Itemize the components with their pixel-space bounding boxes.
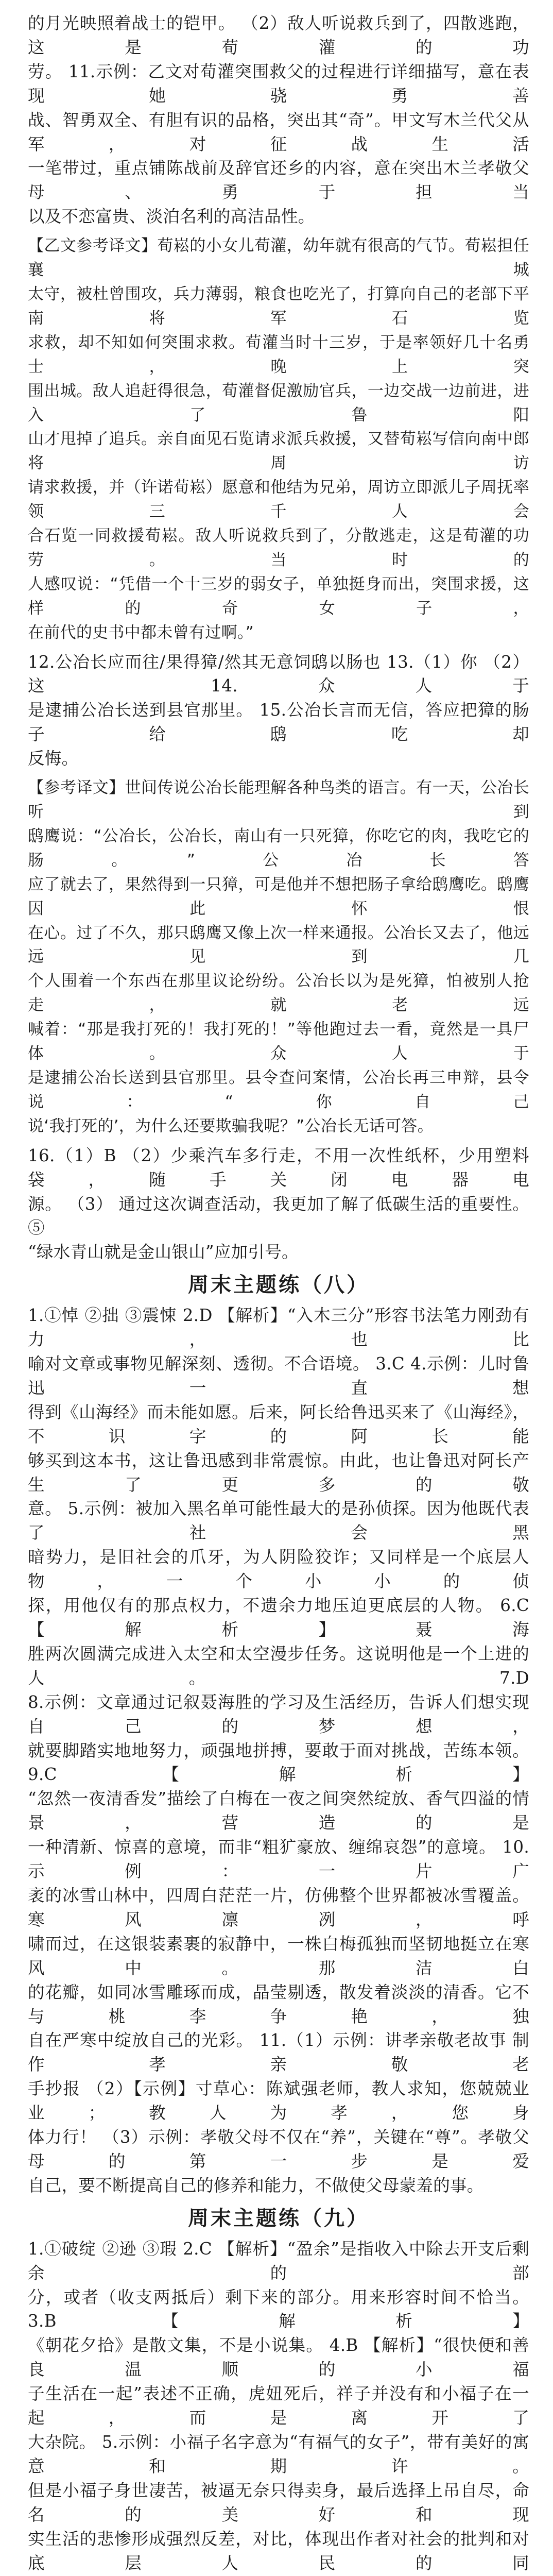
- text-line: 手抄报 （2）【示例】寸草心：陈斌强老师，教人求知，您兢兢业业；教人为孝，您身: [28, 2079, 529, 2123]
- text-line: 【参考译文】世间传说公冶长能理解各种鸟类的语言。有一天，公冶长听到: [28, 778, 529, 821]
- text-line: 子生活在一起”表述不正确，虎妞死后，祥子并没有和小福子在一起，而是离开了: [28, 2384, 529, 2428]
- text-line: 得到《山海经》而未能如愿。后来，阿长给鲁迅买来了《山海经》，不识字的阿长能: [28, 1402, 529, 1446]
- text-line: 战、智勇双全、有胆有识的品格，突出其“奇”。甲文写木兰代父从军，对征战生活: [28, 110, 529, 154]
- text-line: 在前代的史书中都未曾有过啊。”: [28, 623, 254, 642]
- text-line: 12.公冶长应而往/果得獐/然其无意饲鸱以肠也 13.（1）你 （2）这 14.众人于: [28, 652, 529, 696]
- answer-block-1: [28, 11, 529, 229]
- text-line: 反悔。: [28, 749, 79, 769]
- answer-block-3: [28, 1144, 529, 1265]
- text-line: 人感叹说：“凭借一个十三岁的弱女子，单独挺身而出，突围求援，这样的奇女子，: [28, 574, 529, 618]
- text-line: 围出城。敌人追赶得很急，荀灌督促激励官兵，一边交战一边前进，进入了鲁阳: [28, 381, 529, 425]
- text-line: 暗势力，是旧社会的爪牙，为人阴险狡诈；又同样是一个底层人物，一个小小的侦: [28, 1547, 529, 1591]
- text-line: 16.（1）B （2）少乘汽车多行走，不用一次性纸杯，少用塑料袋，随手关闭电器电: [28, 1145, 529, 1190]
- answer-block-2: [28, 650, 529, 771]
- text-line: “忽然一夜清香发”描绘了白梅在一夜之间突然绽放、香气四溢的情景，营造的是: [28, 1789, 529, 1833]
- answer-block-week-8: [28, 1303, 529, 2198]
- text-line: 1.①破绽 ②逊 ③瑕 2.C 【解析】“盈余”是指收入中除去开支后剩余的部: [28, 2239, 529, 2283]
- text-line: 个人围着一个东西在那里议论纷纷。公冶长以为是死獐，怕被别人抢走，就老远: [28, 972, 529, 1015]
- section-title-week-8: 周末主题练（八）: [188, 1273, 369, 1297]
- text-line: 的花瓣，如同冰雪雕琢而成，晶莹剔透，散发着淡淡的清香。它不与桃李争艳，独: [28, 1982, 529, 2026]
- text-line: 但是小福子身世凄苦，被逼无奈只得卖身，最后选择上吊自尽，命名的美好和现: [28, 2480, 529, 2524]
- text-line: 合石览一同救援荀崧。敌人听说救兵到了，分散逃走，这是荀灌的功劳。当时的: [28, 527, 529, 569]
- text-line: 分，或者（收支两抵后）剩下来的部分。用来形容时间不恰当。 3.B 【解析】: [28, 2287, 529, 2331]
- text-line: 自己，要不断提高自己的修养和能力，不做使父母蒙羞的事。: [28, 2175, 484, 2195]
- translation-block-yiwen: [28, 234, 529, 645]
- text-line: 的月光映照着战士的铠甲。 （2）敌人听说救兵到了，四散逃跑，这是荀灌的功: [28, 13, 529, 57]
- text-line: 在心。过了不久，那只鸱鹰又像上次一样来通报。公冶长又去了，他远远见到几: [28, 923, 529, 967]
- text-line: 就要脚踏实地地努力，顽强地拼搏，要敢于面对挑战，苦练本领。 9.C 【解析】: [28, 1740, 529, 1785]
- text-line: 体力行！ （3）示例：孝敬父母不仅在“养”，关键在“尊”。孝敬父母的第一步是爱: [28, 2127, 529, 2171]
- text-line: 一笔带过，重点铺陈战前及辞官还乡的内容，意在突出木兰孝敬父母、勇于担当: [28, 158, 529, 202]
- section-title-week-9: 周末主题练（九）: [188, 2206, 369, 2230]
- text-line: 山才甩掉了追兵。亲自面见石览请求派兵救援，又替荀崧写信向南中郎将周访: [28, 430, 529, 473]
- text-line: 请求救援，并（许诺荀崧）愿意和他结为兄弟，周访立即派儿子周抚率领三千人会: [28, 478, 529, 521]
- text-line: 《朝花夕拾》是散文集，不是小说集。 4.B 【解析】“很快便和善良温顺的小福: [28, 2335, 529, 2380]
- text-line: 啸而过，在这银装素裹的寂静中，一株白梅孤独而坚韧地挺立在寒风中。那洁白: [28, 1934, 529, 1978]
- text-line: 劳。 11.示例：乙文对荀灌突围救父的过程进行详细描写，意在表现她骁勇善: [28, 61, 529, 106]
- text-line: 够买到这本书，这让鲁迅感到非常震惊。由此，也让鲁迅对阿长产生了更多的敬: [28, 1450, 529, 1495]
- text-line: “绿水青山就是金山银山”应加引号。: [28, 1242, 299, 1262]
- text-line: 源。 （3） 通过这次调查活动，我更加了解了低碳生活的重要性。 ⑤: [28, 1194, 529, 1238]
- text-line: 喻对文章或事物见解深刻、透彻。不合语境。 3.C 4.示例：儿时鲁迅一直想: [28, 1354, 529, 1398]
- text-line: 胜两次圆满完成进入太空和太空漫步任务。这说明他是一个上进的人。 7.D: [28, 1643, 529, 1688]
- text-line: 大杂院。 5.示例：小福子名字意为“有福气的女子”，带有美好的寓意和期许。: [28, 2432, 529, 2476]
- text-line: 是逮捕公冶长送到县官那里。 15.公冶长言而无信，答应把獐的肠子给鸱吃却: [28, 700, 529, 744]
- text-line: 应了就去了，果然得到一只獐，可是他并不想把肠子拿给鸱鹰吃。鸱鹰因此怀恨: [28, 875, 529, 918]
- text-line: 意。 5.示例：被加入黑名单可能性最大的是孙侦探。因为他既代表了社会黑: [28, 1499, 529, 1543]
- text-line: 探，用他仅有的那点权力，不遗余力地压迫更底层的人物。 6.C 【解析】聂海: [28, 1596, 529, 1639]
- text-line: 自在严寒中绽放自己的光彩。 11.（1）示例：讲孝亲敬老故事 制作孝亲敬老: [28, 2030, 529, 2075]
- text-line: 是逮捕公冶长送到县官那里。县令查问案情，公冶长再三申辩，县令说：“你自己: [28, 1068, 529, 1111]
- text-line: 以及不恋富贵、淡泊名利的高洁品性。: [28, 207, 315, 227]
- text-line: 实生活的悲惨形成强烈反差，对比，体现出作者对社会的批判和对底层人民的同: [28, 2529, 529, 2573]
- answer-block-week-9: [28, 2237, 529, 2576]
- text-line: 说‘我打死的’，为什么还要欺骗我呢？”公冶长无话可答。: [28, 1116, 434, 1136]
- translation-block-gongyechang: [28, 776, 529, 1139]
- text-line: 太守，被杜曾围攻，兵力薄弱，粮食也吃光了，打算向自己的老部下平南将军石览: [28, 284, 529, 328]
- text-line: 袤的冰雪山林中，四周白茫茫一片，仿佛整个世界都被冰雪覆盖。寒风凛冽，呼: [28, 1885, 529, 1929]
- text-line: 1.①悼 ②拙 ③震悚 2.D 【解析】“入木三分”形容书法笔力刚劲有力，也比: [28, 1306, 529, 1350]
- text-line: 鸱鹰说：“公冶长，公冶长，南山有一只死獐，你吃它的肉，我吃它的肠。”公冶长答: [28, 826, 529, 870]
- text-line: 一种清新、惊喜的意境，而非“粗犷豪放、缠绵哀怨”的意境。 10.示例：一片广: [28, 1837, 529, 1882]
- text-line: 喊着：“那是我打死的！我打死的！”等他跑过去一看，竟然是一具尸体。众人于: [28, 1020, 529, 1063]
- text-line: [28, 2575, 529, 2576]
- text-line: 8.示例：文章通过记叙聂海胜的学习及生活经历，告诉人们想实现自己的梦想，: [28, 1692, 529, 1736]
- text-line: 求救，却不知如何突围求救。荀灌当时十三岁，于是率领好几十名勇士，晚上突: [28, 333, 529, 376]
- text-line: 【乙文参考译文】荀崧的小女儿荀灌，幼年就有很高的气节。荀崧担任襄城: [28, 236, 529, 280]
